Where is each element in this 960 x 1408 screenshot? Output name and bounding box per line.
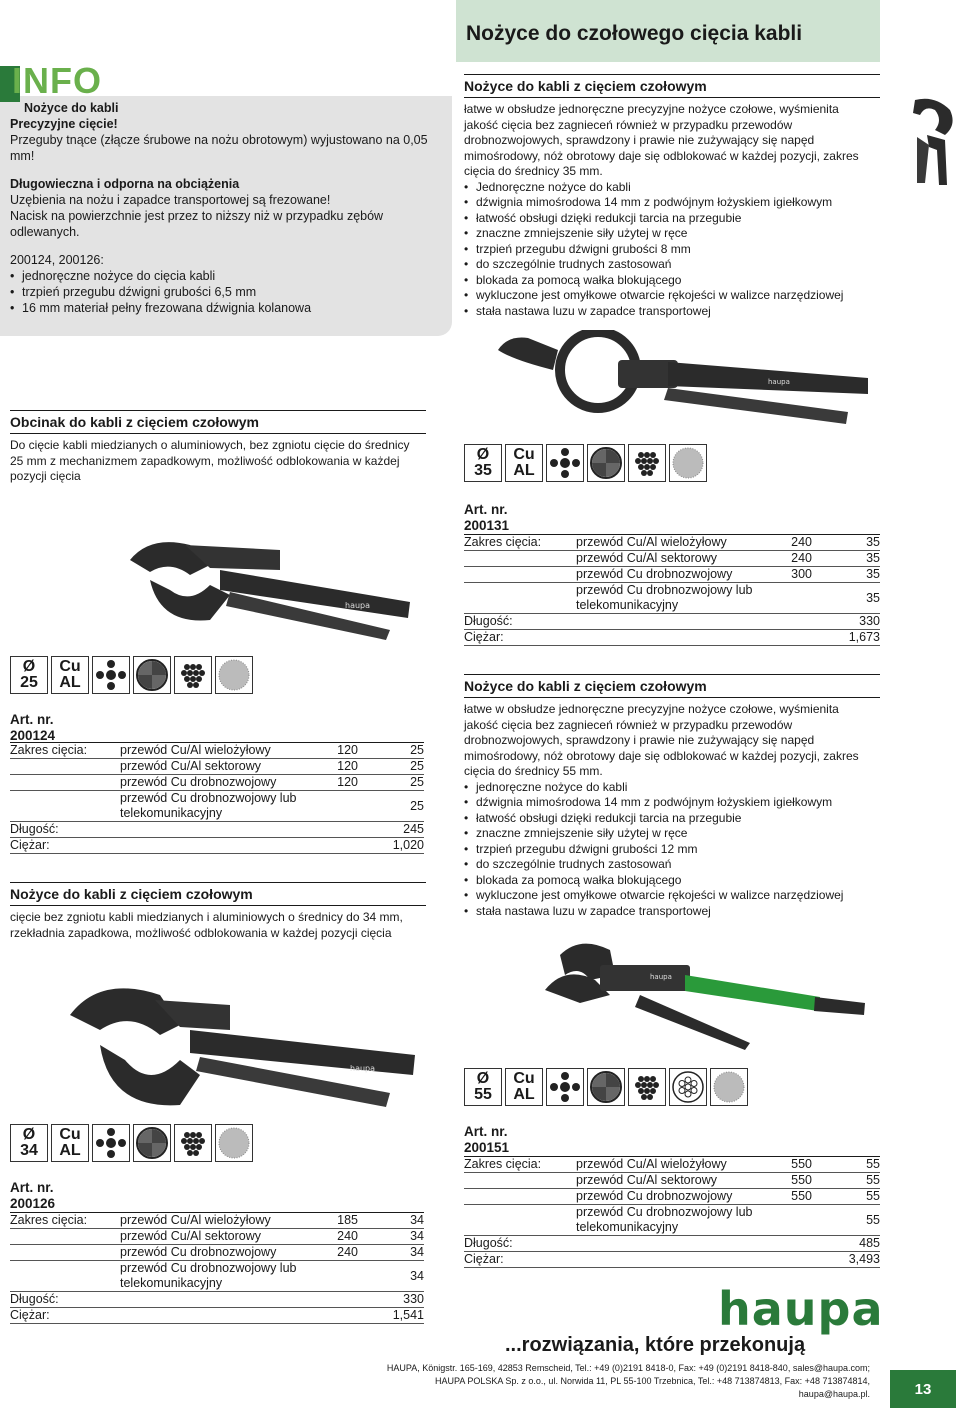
table-cell: 330 xyxy=(812,614,880,630)
table-cell: 25 xyxy=(358,743,424,759)
diameter-value: 35 xyxy=(474,462,492,479)
section-title-right-mid: Nożyce do kabli z cięciem czołowym xyxy=(464,678,707,694)
cable-cutter-200124-image xyxy=(110,530,420,640)
list-item: • do szczególnie trudnych zastosowań xyxy=(464,257,864,273)
diameter-icon xyxy=(10,656,48,694)
info-line-precision: Precyzyjne cięcie! xyxy=(10,117,118,131)
table-row xyxy=(464,583,880,614)
artnr-label: Art. nr. xyxy=(464,502,508,517)
table-cell: Ciężar: xyxy=(464,630,576,646)
multicore-cable-icon xyxy=(92,656,130,694)
table-cell xyxy=(464,1205,576,1236)
table-cell: 185 xyxy=(322,1213,358,1229)
table-cell: przewód Cu/Al sektorowy xyxy=(120,1229,322,1245)
list-item: • Jednoręczne nożyce do kabli xyxy=(464,180,864,196)
table-cell: 35 xyxy=(812,583,880,614)
fine-wire-cable-icon xyxy=(710,1068,748,1106)
stranded-cable-icon xyxy=(174,656,212,694)
section-rule xyxy=(464,97,880,98)
feature-list xyxy=(464,780,864,920)
table-cell: przewód Cu/Al wielożyłowy xyxy=(120,743,322,759)
table-cell: 120 xyxy=(322,743,358,759)
list-item: • trzpień przegubu dźwigni grubości 6,5 mm xyxy=(10,284,440,300)
table-cell xyxy=(10,775,120,791)
cable-cutter-200151-image xyxy=(520,935,870,1050)
svg-text:haupa: haupa xyxy=(345,601,371,610)
table-cell xyxy=(776,583,812,614)
diameter-symbol: Ø xyxy=(476,446,490,463)
list-item: • wykluczone jest omyłkowe otwarcie rękojeści w walizce narzędziowej xyxy=(464,888,864,904)
section-text: łatwe w obsłudze jednoręczne precyzyjne nożyce czołowe, wyśmienita jakość cięcia bez zagnieceń również w przypadku przewodów drobnozwojowych, sprawdzony i prawie nie zużywający się napęd mimośrodowy, nóż obrotowy daje się odblokować w każdej pozycji, zakres cięcia do średnicy 55 mm. xyxy=(464,702,859,778)
table-row xyxy=(464,1157,880,1173)
table-row xyxy=(464,1236,880,1252)
info-models: 200124, 200126: xyxy=(10,253,104,267)
sector-cable-icon xyxy=(587,1068,625,1106)
table-cell: przewód Cu drobnozwojowy lub telekomunikacyjny xyxy=(120,1261,322,1292)
table-cell: 34 xyxy=(358,1245,424,1261)
fine-wire-cable-icon xyxy=(215,1124,253,1162)
table-row xyxy=(10,1213,424,1229)
info-heading: INFO xyxy=(12,60,102,101)
spec-icons-200131 xyxy=(464,444,707,482)
section-para-left-low: cięcie bez zgniotu kabli miedzianych i aluminiowych o średnicy do 34 mm, rzekładnia zapadkowa, możliwość odblokowania w każdej pozycji cięcia xyxy=(10,910,403,940)
list-item: • łatwość obsługi dzięki redukcji tarcia na przegubie xyxy=(464,211,864,227)
info-line-durable: Długowieczna i odporna na obciążenia xyxy=(10,177,240,191)
cable-cutter-200131-image xyxy=(468,330,878,430)
diameter-value: 25 xyxy=(20,674,38,691)
table-cell xyxy=(10,1245,120,1261)
list-item: • trzpień przegubu dźwigni grubości 8 mm xyxy=(464,242,864,258)
table-cell: 34 xyxy=(358,1229,424,1245)
table-cell: przewód Cu/Al sektorowy xyxy=(576,551,776,567)
table-row xyxy=(464,1173,880,1189)
table-row xyxy=(464,535,880,551)
diameter-value: 55 xyxy=(474,1086,492,1103)
table-cell: Długość: xyxy=(10,822,120,838)
cu-label: Cu xyxy=(513,446,535,463)
spec-table-200151 xyxy=(464,1156,880,1268)
info-line-pressure: Nacisk na powierzchnie jest przez to niższy niż w przypadku zębów odlewanych. xyxy=(10,209,384,239)
stranded-cable-icon xyxy=(628,1068,666,1106)
table-cell: przewód Cu/Al wielożyłowy xyxy=(576,1157,776,1173)
table-cell: przewód Cu/Al sektorowy xyxy=(120,759,322,775)
cutter-head-image xyxy=(905,95,960,190)
section-title-right-top: Nożyce do kabli z cięciem czołowym xyxy=(464,78,707,94)
list-item: • trzpień przegubu dźwigni grubości 12 mm xyxy=(464,842,864,858)
table-cell: 35 xyxy=(812,567,880,583)
table-row xyxy=(10,1308,424,1324)
al-label: AL xyxy=(513,1086,535,1103)
list-item: • blokada za pomocą wałka blokującego xyxy=(464,273,864,289)
footer-line: HAUPA POLSKA Sp. z o.o., ul. Norwida 11, PL 55-100 Trzebnica, Tel.: +48 713874813, Fax: +48 713874814, haupa@haupa.pl. xyxy=(435,1376,870,1399)
table-cell: 34 xyxy=(358,1261,424,1292)
table-cell: Zakres cięcia: xyxy=(10,1213,120,1229)
list-item: • 16 mm materiał pełny frezowana dźwignia kolanowa xyxy=(10,300,440,316)
stranded-cable-icon xyxy=(628,444,666,482)
table-cell xyxy=(322,791,358,822)
list-item: • do szczególnie trudnych zastosowań xyxy=(464,857,864,873)
table-cell: 3,493 xyxy=(812,1252,880,1268)
cu-label: Cu xyxy=(59,658,81,675)
artnr-label: Art. nr. xyxy=(10,712,54,727)
spec-table-200131 xyxy=(464,534,880,646)
table-cell: przewód Cu drobnozwojowy xyxy=(576,1189,776,1205)
list-item: • jednoręczne nożyce do kabli xyxy=(464,780,864,796)
table-cell xyxy=(464,1189,576,1205)
haupa-logo: haupa xyxy=(718,1282,884,1336)
page-number: 13 xyxy=(890,1370,956,1408)
list-item: • stała nastawa luzu w zapadce transportowej xyxy=(464,304,864,320)
al-label: AL xyxy=(59,1142,81,1159)
table-cell xyxy=(10,791,120,822)
section-para-left-mid: Do cięcie kabli miedzianych o aluminiowych, bez zgniotu cięcie do średnicy 25 mm z mechanizmem zapadkowym, możliwość odblokowania w każdej pozycji cięcia xyxy=(10,438,410,483)
artnr-value: 200151 xyxy=(464,1140,510,1155)
spec-icons-200124 xyxy=(10,656,253,694)
table-row xyxy=(10,743,424,759)
rope-cable-icon xyxy=(669,1068,707,1106)
table-row xyxy=(10,1229,424,1245)
table-cell xyxy=(10,1229,120,1245)
table-cell: 55 xyxy=(812,1205,880,1236)
table-row xyxy=(10,1261,424,1292)
section-rule xyxy=(464,74,880,75)
svg-text:haupa: haupa xyxy=(350,1064,376,1073)
table-cell: 34 xyxy=(358,1213,424,1229)
table-cell: Długość: xyxy=(10,1292,120,1308)
table-cell: 25 xyxy=(358,775,424,791)
section-para-right-mid xyxy=(464,702,864,919)
table-row xyxy=(464,1189,880,1205)
artnr-label: Art. nr. xyxy=(10,1180,54,1195)
spec-table-200124 xyxy=(10,742,424,854)
table-row xyxy=(464,567,880,583)
sector-cable-icon xyxy=(587,444,625,482)
diameter-symbol: Ø xyxy=(22,658,36,675)
list-item: • jednoręczne nożyce do cięcia kabli xyxy=(10,268,440,284)
table-row xyxy=(464,1252,880,1268)
list-item: • stała nastawa luzu w zapadce transportowej xyxy=(464,904,864,920)
section-text: łatwe w obsłudze jednoręczne precyzyjne nożyce czołowe, wyśmienita jakość cięcia bez zagnieceń również w przypadku przewodów drobnozwojowych, sprawdzony i prawie nie zużywający się napęd mimośrodowy, nóż obrotowy daje się odblokować w każdej pozycji, zakres cięcia do średnicy 35 mm. xyxy=(464,102,859,178)
table-cell: 1,673 xyxy=(812,630,880,646)
table-cell: 35 xyxy=(812,535,880,551)
list-item: • blokada za pomocą wałka blokującego xyxy=(464,873,864,889)
table-row xyxy=(464,614,880,630)
multicore-cable-icon xyxy=(546,1068,584,1106)
table-cell: przewód Cu drobnozwojowy xyxy=(120,1245,322,1261)
svg-text:haupa: haupa xyxy=(768,378,790,386)
al-label: AL xyxy=(59,674,81,691)
table-cell: Długość: xyxy=(464,1236,576,1252)
info-content xyxy=(10,100,440,316)
table-cell: 550 xyxy=(776,1157,812,1173)
table-cell: 35 xyxy=(812,551,880,567)
table-row xyxy=(10,791,424,822)
table-cell: przewód Cu drobnozwojowy lub telekomunikacyjny xyxy=(576,583,776,614)
table-cell: Ciężar: xyxy=(464,1252,576,1268)
cu-al-icon xyxy=(505,1068,543,1106)
table-cell: 240 xyxy=(322,1245,358,1261)
info-line-joints: Przeguby tnące (złącze śrubowe na nożu obrotowym) wyjustowano na 0,05 mm! xyxy=(10,133,428,163)
table-cell xyxy=(776,1205,812,1236)
info-subtitle: Nożyce do kabli xyxy=(24,101,119,115)
section-rule xyxy=(10,905,426,906)
section-title-left-low: Nożyce do kabli z cięciem czołowym xyxy=(10,886,253,902)
diameter-icon xyxy=(464,1068,502,1106)
table-cell: 245 xyxy=(358,822,424,838)
spec-icons-200151 xyxy=(464,1068,748,1106)
stranded-cable-icon xyxy=(174,1124,212,1162)
artnr-value: 200124 xyxy=(10,728,56,743)
cu-al-icon xyxy=(51,656,89,694)
cu-al-icon xyxy=(505,444,543,482)
sector-cable-icon xyxy=(133,656,171,694)
svg-text:haupa: haupa xyxy=(650,973,672,981)
table-cell: przewód Cu/Al sektorowy xyxy=(576,1173,776,1189)
section-para-right-top xyxy=(464,102,864,319)
table-cell: 485 xyxy=(812,1236,880,1252)
table-cell: 300 xyxy=(776,567,812,583)
table-cell: 25 xyxy=(358,759,424,775)
table-cell: przewód Cu/Al wielożyłowy xyxy=(120,1213,322,1229)
table-cell: Zakres cięcia: xyxy=(464,1157,576,1173)
fine-wire-cable-icon xyxy=(669,444,707,482)
artnr-value: 200131 xyxy=(464,518,510,533)
cu-label: Cu xyxy=(513,1070,535,1087)
section-rule xyxy=(464,674,880,675)
section-rule xyxy=(464,697,880,698)
table-cell: 120 xyxy=(322,775,358,791)
table-row xyxy=(10,838,424,854)
page-title: Nożyce do czołowego cięcia kabli xyxy=(466,22,803,45)
table-cell: przewód Cu/Al wielożyłowy xyxy=(576,535,776,551)
spec-icons-200126 xyxy=(10,1124,253,1162)
table-cell: 240 xyxy=(322,1229,358,1245)
info-bullets xyxy=(10,268,440,316)
table-cell: Zakres cięcia: xyxy=(10,743,120,759)
table-cell: 55 xyxy=(812,1173,880,1189)
section-rule xyxy=(10,410,426,411)
table-cell xyxy=(10,759,120,775)
table-cell: Zakres cięcia: xyxy=(464,535,576,551)
cable-cutter-200126-image xyxy=(60,975,420,1125)
section-rule xyxy=(10,882,426,883)
table-cell xyxy=(464,1173,576,1189)
table-row xyxy=(10,759,424,775)
table-cell: 240 xyxy=(776,535,812,551)
table-cell xyxy=(464,551,576,567)
diameter-value: 34 xyxy=(20,1142,38,1159)
slogan: ...rozwiązania, które przekonują xyxy=(505,1334,806,1356)
table-cell: Ciężar: xyxy=(10,1308,120,1324)
list-item: • znaczne zmniejszenie siły użytej w ręce xyxy=(464,826,864,842)
table-row xyxy=(10,1245,424,1261)
multicore-cable-icon xyxy=(546,444,584,482)
table-cell xyxy=(322,1261,358,1292)
table-cell xyxy=(464,567,576,583)
table-cell: 1,020 xyxy=(358,838,424,854)
table-cell: 55 xyxy=(812,1189,880,1205)
section-title-left-mid: Obcinak do kabli z cięciem czołowym xyxy=(10,414,259,430)
feature-list xyxy=(464,180,864,320)
spec-table-200126 xyxy=(10,1212,424,1324)
diameter-icon xyxy=(10,1124,48,1162)
al-label: AL xyxy=(513,462,535,479)
artnr-value: 200126 xyxy=(10,1196,56,1211)
table-cell: 25 xyxy=(358,791,424,822)
table-cell: przewód Cu drobnozwojowy lub telekomunikacyjny xyxy=(120,791,322,822)
list-item: • wykluczone jest omyłkowe otwarcie rękojeści w walizce narzędziowej xyxy=(464,288,864,304)
table-cell: 550 xyxy=(776,1189,812,1205)
table-cell: 55 xyxy=(812,1157,880,1173)
list-item: • znaczne zmniejszenie siły użytej w ręce xyxy=(464,226,864,242)
table-cell: przewód Cu drobnozwojowy lub telekomunikacyjny xyxy=(576,1205,776,1236)
diameter-symbol: Ø xyxy=(22,1126,36,1143)
table-cell: 550 xyxy=(776,1173,812,1189)
table-cell: przewód Cu drobnozwojowy xyxy=(120,775,322,791)
cu-al-icon xyxy=(51,1124,89,1162)
fine-wire-cable-icon xyxy=(215,656,253,694)
table-row xyxy=(464,630,880,646)
table-row xyxy=(464,1205,880,1236)
info-line-teeth: Uzębienia na nożu i zapadce transportowej są frezowane! xyxy=(10,193,331,207)
list-item: • dźwignia mimośrodowa 14 mm z podwójnym łożyskiem igiełkowym xyxy=(464,195,864,211)
multicore-cable-icon xyxy=(92,1124,130,1162)
cu-label: Cu xyxy=(59,1126,81,1143)
table-cell: 240 xyxy=(776,551,812,567)
section-rule xyxy=(10,433,426,434)
table-cell: 1,541 xyxy=(358,1308,424,1324)
table-row xyxy=(10,775,424,791)
footer-line: HAUPA, Königstr. 165-169, 42853 Remscheid, Tel.: +49 (0)2191 8418-0, Fax: +49 (0)2191 8418-840, sales@haupa.com; xyxy=(386,1363,870,1373)
table-row xyxy=(10,1292,424,1308)
table-cell: 330 xyxy=(358,1292,424,1308)
list-item: • dźwignia mimośrodowa 14 mm z podwójnym łożyskiem igiełkowym xyxy=(464,795,864,811)
table-row xyxy=(10,822,424,838)
table-cell: przewód Cu drobnozwojowy xyxy=(576,567,776,583)
footer-address xyxy=(384,1362,870,1401)
diameter-symbol: Ø xyxy=(476,1070,490,1087)
table-cell: Ciężar: xyxy=(10,838,120,854)
table-cell: Długość: xyxy=(464,614,576,630)
table-row xyxy=(464,551,880,567)
table-cell xyxy=(464,583,576,614)
list-item: • łatwość obsługi dzięki redukcji tarcia na przegubie xyxy=(464,811,864,827)
diameter-icon xyxy=(464,444,502,482)
table-cell xyxy=(10,1261,120,1292)
artnr-label: Art. nr. xyxy=(464,1124,508,1139)
table-cell: 120 xyxy=(322,759,358,775)
sector-cable-icon xyxy=(133,1124,171,1162)
